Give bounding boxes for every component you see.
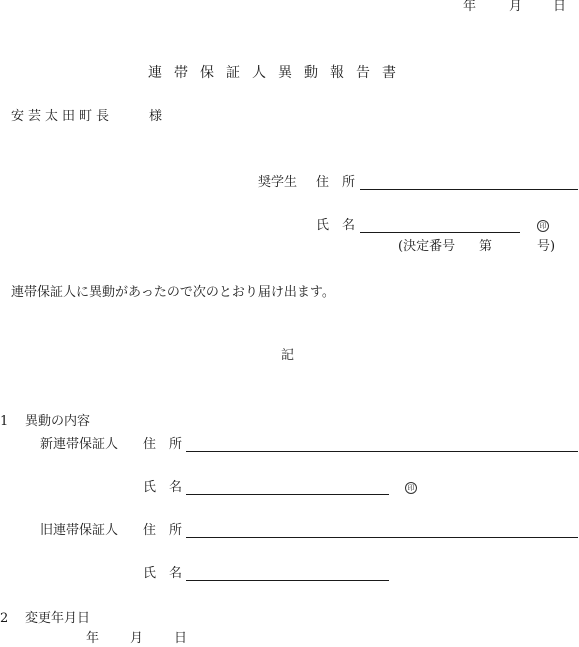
decision-number-prefix: (決定番号 xyxy=(398,239,456,254)
decision-number-dai: 第 xyxy=(479,239,493,254)
date-month-label: 月 xyxy=(509,0,523,14)
applicant-address-field xyxy=(360,189,578,190)
applicant-address-label: 住 所 xyxy=(316,175,356,190)
old-guarantor-address-label: 住 所 xyxy=(143,523,183,538)
addressee-honorific: 様 xyxy=(149,109,163,124)
date-day-label: 日 xyxy=(553,0,567,14)
section1-heading: 異動の内容 xyxy=(25,414,91,429)
new-guarantor-label: 新連帯保証人 xyxy=(40,437,119,452)
date-year-label: 年 xyxy=(463,0,477,14)
decision-number-suffix: 号) xyxy=(537,239,556,254)
body-text: 連帯保証人に異動があったので次のとおり届け出ます。 xyxy=(11,285,335,300)
new-guarantor-seal-icon: 印 xyxy=(405,482,417,494)
old-guarantor-name-field xyxy=(186,580,389,581)
document-title: 連帯保証人異動報告書 xyxy=(148,65,408,81)
section1-number: 1 xyxy=(0,414,9,429)
new-guarantor-address-field xyxy=(186,451,578,452)
applicant-name-label: 氏 名 xyxy=(316,218,356,233)
new-guarantor-address-label: 住 所 xyxy=(143,437,183,452)
applicant-name-field xyxy=(360,232,520,233)
section2-number: 2 xyxy=(0,611,9,626)
applicant-label: 奨学生 xyxy=(258,175,298,190)
change-date-month-label: 月 xyxy=(130,631,144,646)
old-guarantor-label: 旧連帯保証人 xyxy=(40,523,119,538)
new-guarantor-name-field xyxy=(186,494,389,495)
ki-heading: 記 xyxy=(281,348,295,363)
new-guarantor-name-label: 氏 名 xyxy=(143,480,183,495)
applicant-seal-icon: 印 xyxy=(537,220,549,232)
section2-heading: 変更年月日 xyxy=(25,611,91,626)
change-date-year-label: 年 xyxy=(86,631,100,646)
addressee: 安芸太田町長 xyxy=(11,109,114,124)
change-date-day-label: 日 xyxy=(174,631,188,646)
old-guarantor-name-label: 氏 名 xyxy=(143,566,183,581)
old-guarantor-address-field xyxy=(186,537,578,538)
